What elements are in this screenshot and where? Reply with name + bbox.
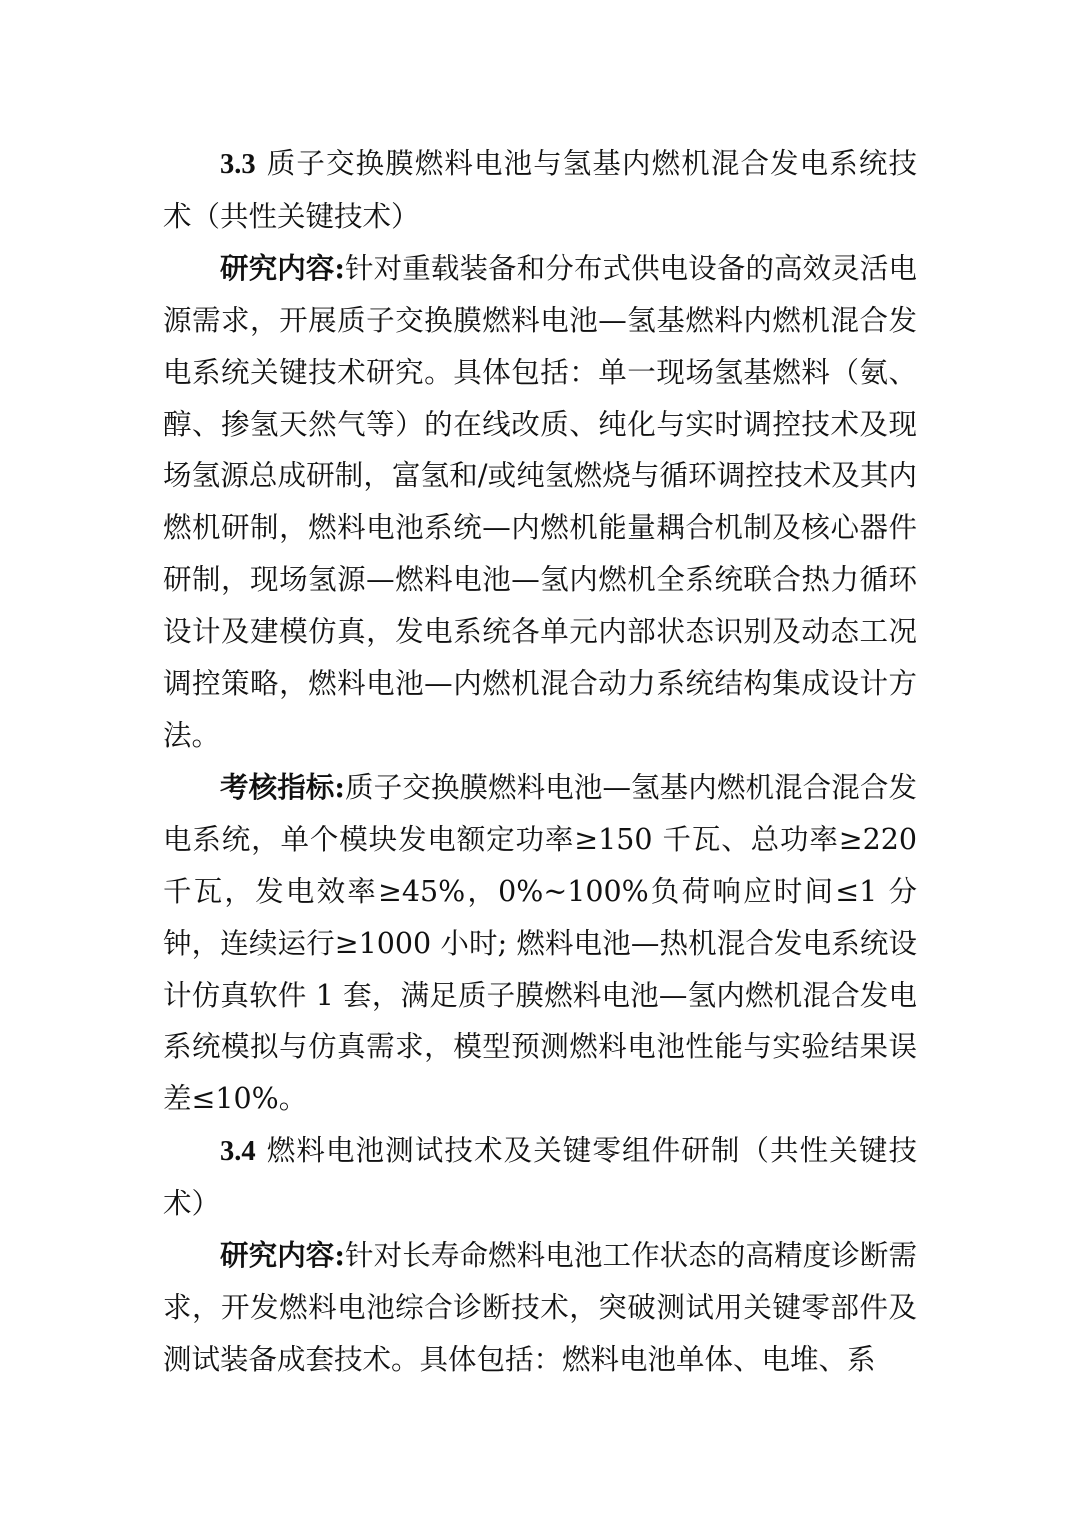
section-3-3-research-paragraph xyxy=(163,243,917,762)
section-3-3-heading xyxy=(163,138,917,243)
section-3-3-assessment-paragraph xyxy=(163,762,917,1125)
section-3-3-number: 3.3 xyxy=(220,149,256,180)
section-3-4-heading xyxy=(163,1125,917,1230)
section-3-3-title: 质子交换膜燃料电池与氢基内燃机混合发电系统技术（共性关键技术） xyxy=(163,147,917,233)
section-3-3-research-text: 针对重载装备和分布式供电设备的高效灵活电源需求，开展质子交换膜燃料电池—氢基燃料内燃机混合发电系统关键技术研究。具体包括：单一现场氢基燃料（氨、醇、掺氢天然气等）的在线改质、纯化与实时调控技术及现场氢源总成研制，富氢和/或纯氢燃烧与循环调控技术及其内燃机研制，燃料电池系统—内燃机能量耦合机制及核心器件研制，现场氢源—燃料电池—氢内燃机全系统联合热力循环设计及建模仿真，发电系统各单元内部状态识别及动态工况调控策略，燃料电池—内燃机混合动力系统结构集成设计方法。 xyxy=(163,251,917,752)
section-3-3-assessment-label: 考核指标: xyxy=(220,769,345,804)
section-3-4-number: 3.4 xyxy=(220,1136,256,1168)
document-page xyxy=(163,138,917,1386)
section-3-4-research-text: 针对长寿命燃料电池工作状态的高精度诊断需求，开发燃料电池综合诊断技术，突破测试用关键零部件及测试装备成套技术。具体包括：燃料电池单体、电堆、系 xyxy=(163,1239,917,1376)
section-3-4-research-label: 研究内容: xyxy=(220,1238,345,1273)
section-3-4-research-paragraph xyxy=(163,1230,917,1386)
section-3-3-research-label: 研究内容: xyxy=(220,250,345,285)
section-3-3-assessment-text: 质子交换膜燃料电池—氢基内燃机混合混合发电系统，单个模块发电额定功率≥150 千瓦、总功率≥220 千瓦，发电效率≥45%，0%~100%负荷响应时间≤1 分钟，连续运行≥1000 小时; 燃料电池—热机混合发电系统设计仿真软件 1 套，满足质子膜燃料电池—氢内燃机混合发电系统模拟与仿真需求，模型预测燃料电池性能与实验结果误差≤10%。 xyxy=(163,770,917,1116)
section-3-4-title: 燃料电池测试技术及关键零组件研制（共性关键技术） xyxy=(163,1134,917,1221)
